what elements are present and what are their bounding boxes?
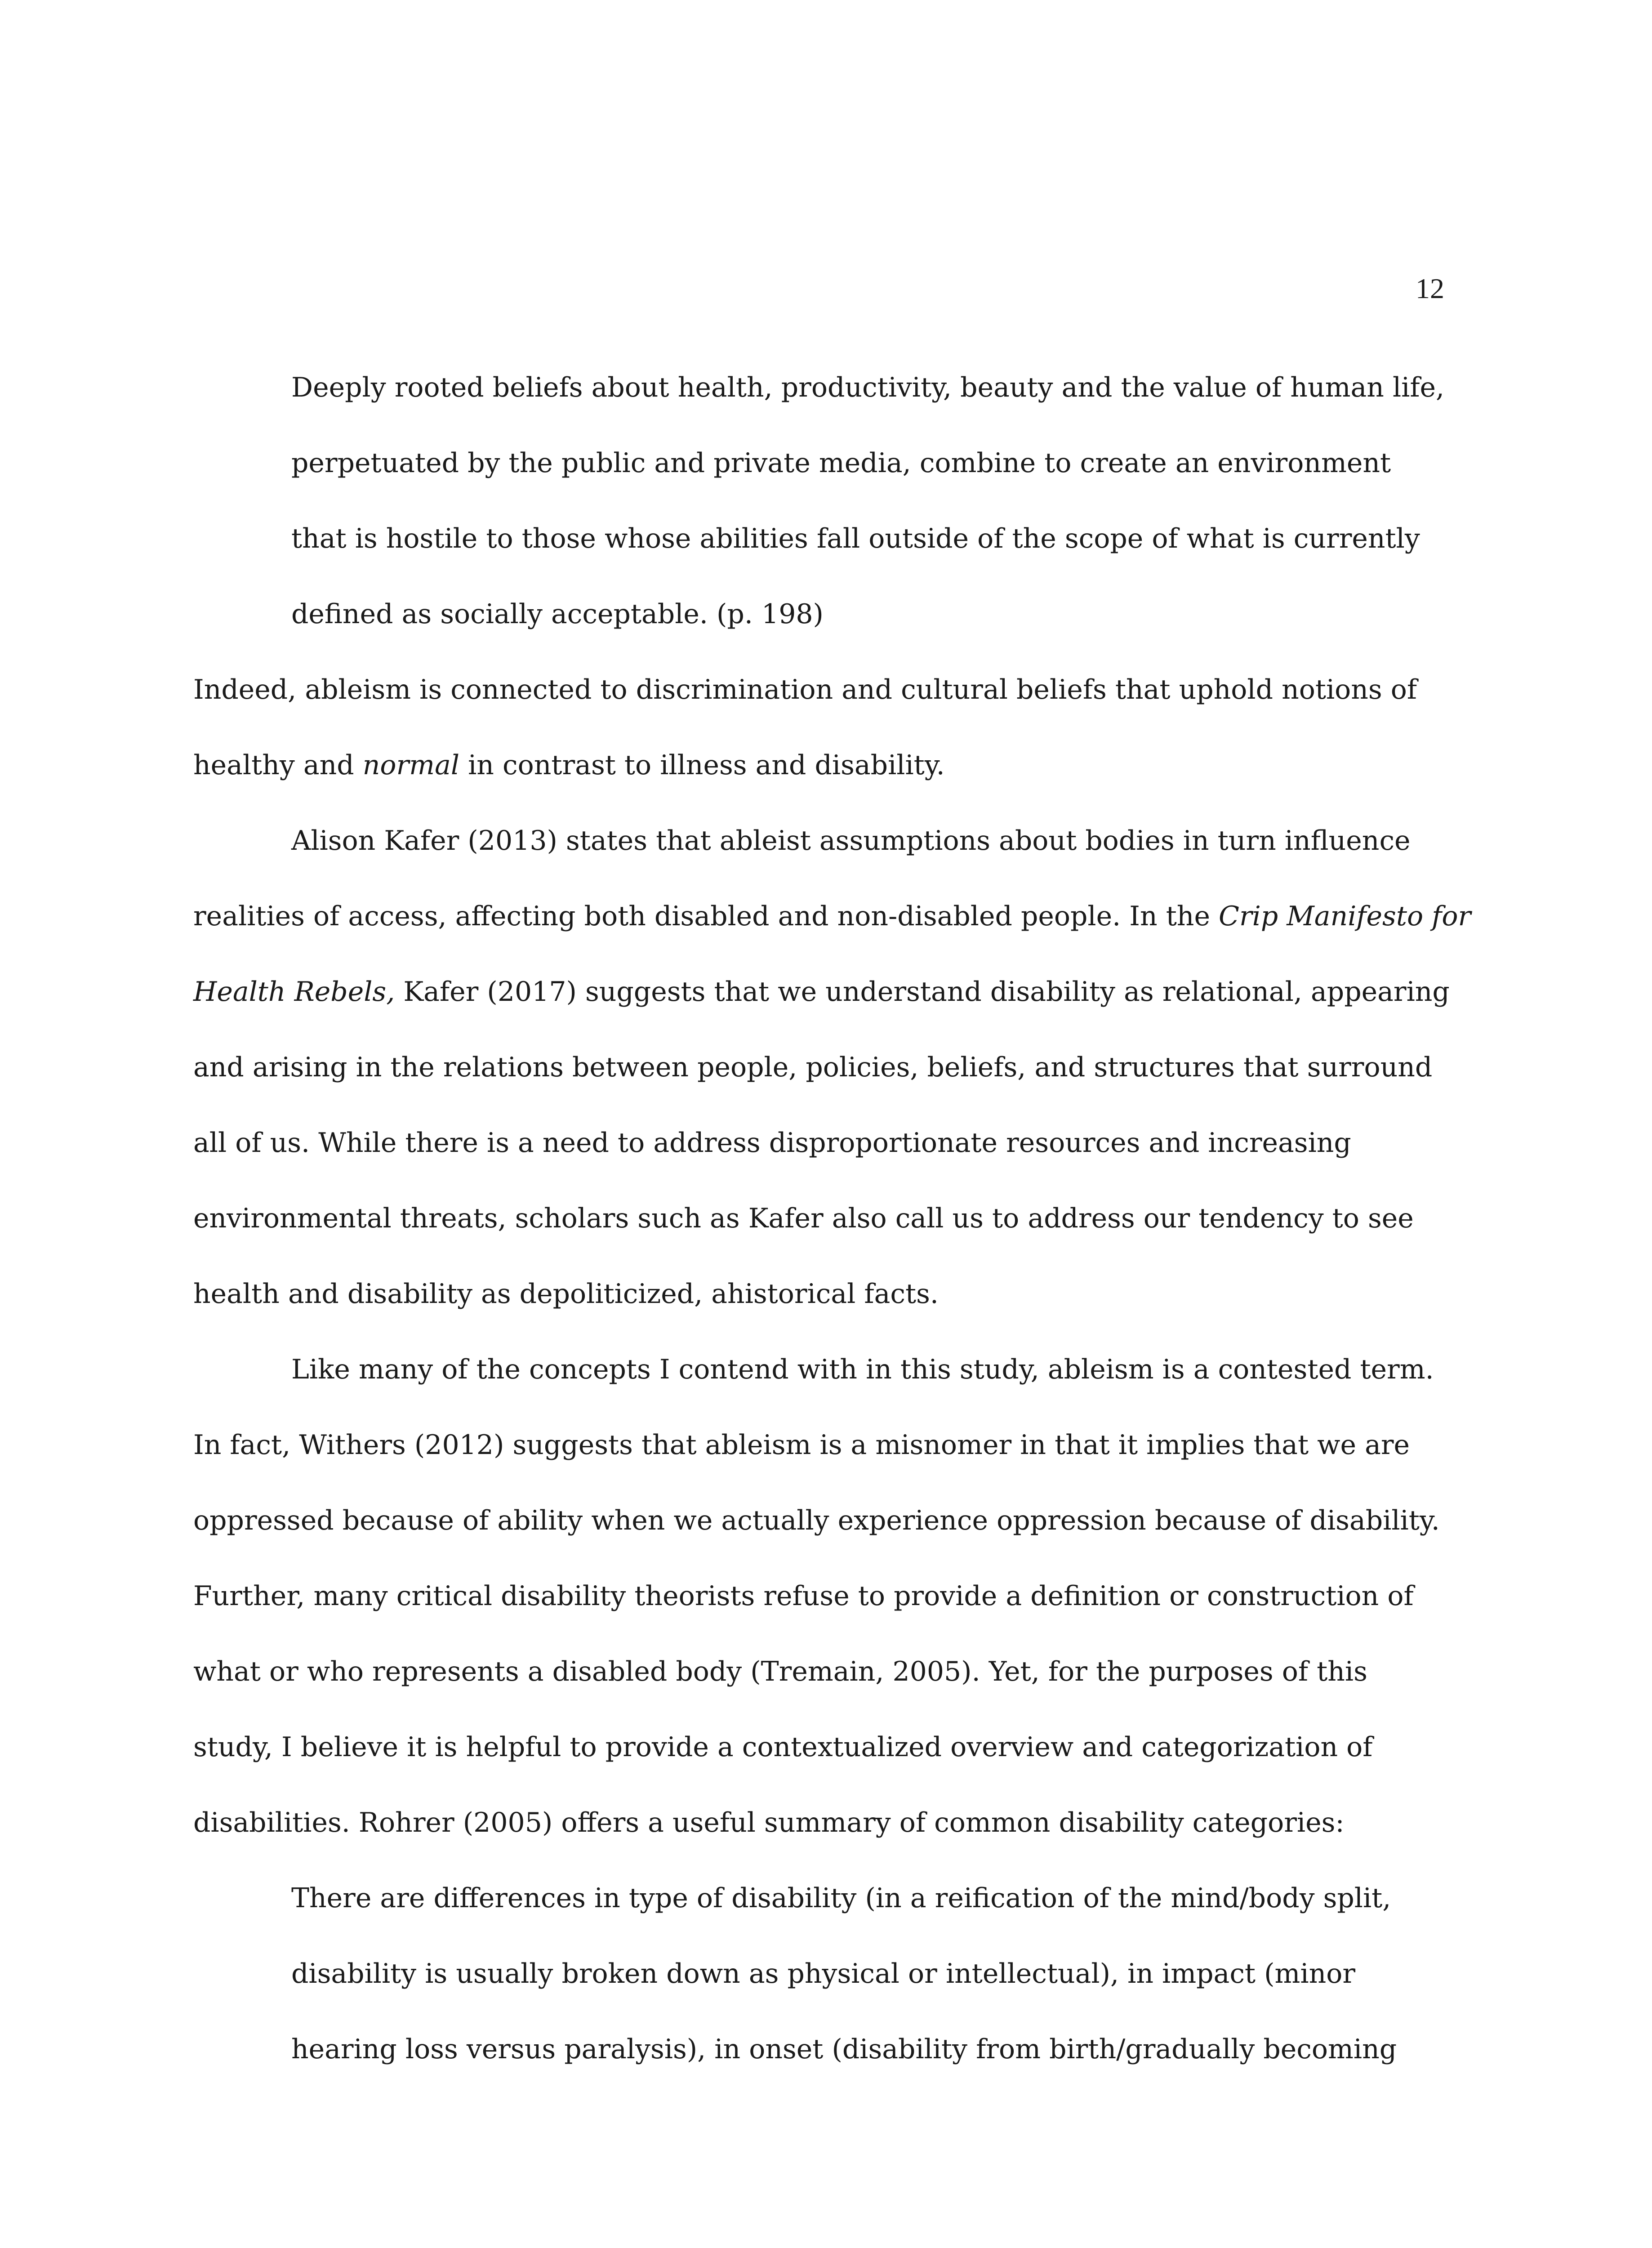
body-text-line: disabilities. Rohrer (2005) offers a useful summary of common disability categories:: [193, 1807, 1345, 1838]
block-quote-line: defined as socially acceptable. (p. 198): [291, 598, 824, 630]
body-text-line: and arising in the relations between people, policies, beliefs, and structures that surround: [193, 1052, 1433, 1083]
block-quote-line: Deeply rooted beliefs about health, productivity, beauty and the value of human life,: [291, 372, 1445, 403]
block-quote-line: perpetuated by the public and private media, combine to create an environment: [291, 447, 1391, 479]
body-text-line: environmental threats, scholars such as Kafer also call us to address our tendency to see: [193, 1203, 1414, 1234]
text-run: in contrast to illness and disability.: [459, 749, 945, 781]
body-text-line: [193, 976, 1450, 1008]
body-text-line: [193, 749, 945, 781]
body-text-line: Alison Kafer (2013) states that ableist assumptions about bodies in turn influence: [291, 825, 1411, 856]
body-text-line: Further, many critical disability theorists refuse to provide a definition or construction of: [193, 1580, 1414, 1612]
italic-term: normal: [362, 749, 460, 781]
body-text-line: health and disability as depoliticized, ahistorical facts.: [193, 1278, 939, 1310]
italic-title: Health Rebels,: [193, 976, 395, 1008]
body-text-line: oppressed because of ability when we actually experience oppression because of disability.: [193, 1505, 1440, 1536]
body-text-line: study, I believe it is helpful to provide a contextualized overview and categorization of: [193, 1731, 1373, 1763]
text-run: Kafer (2017) suggests that we understand disability as relational, appearing: [395, 976, 1450, 1008]
body-text-line: In fact, Withers (2012) suggests that ableism is a misnomer in that it implies that we are: [193, 1429, 1410, 1461]
block-quote-line: that is hostile to those whose abilities fall outside of the scope of what is currently: [291, 523, 1420, 554]
body-text-line: [193, 903, 1471, 930]
block-quote-line: disability is usually broken down as physical or intellectual), in impact (minor: [291, 1958, 1356, 1989]
body-text-line: all of us. While there is a need to address disproportionate resources and increasing: [193, 1127, 1351, 1159]
text-run: realities of access, affecting both disabled and non-disabled people. In the: [193, 901, 1219, 932]
italic-title: Crip Manifesto for: [1219, 901, 1471, 932]
body-text-line: Like many of the concepts I contend with in this study, ableism is a contested term.: [291, 1354, 1434, 1385]
page-number: 12: [1416, 272, 1444, 304]
body-text-line: what or who represents a disabled body (Tremain, 2005). Yet, for the purposes of this: [193, 1656, 1367, 1687]
block-quote-line: hearing loss versus paralysis), in onset (disability from birth/gradually becoming: [291, 2034, 1397, 2065]
text-run: healthy and: [193, 749, 363, 781]
block-quote-line: There are differences in type of disability (in a reification of the mind/body split,: [291, 1882, 1391, 1914]
body-text-line: Indeed, ableism is connected to discrimination and cultural beliefs that uphold notions of: [193, 674, 1417, 705]
